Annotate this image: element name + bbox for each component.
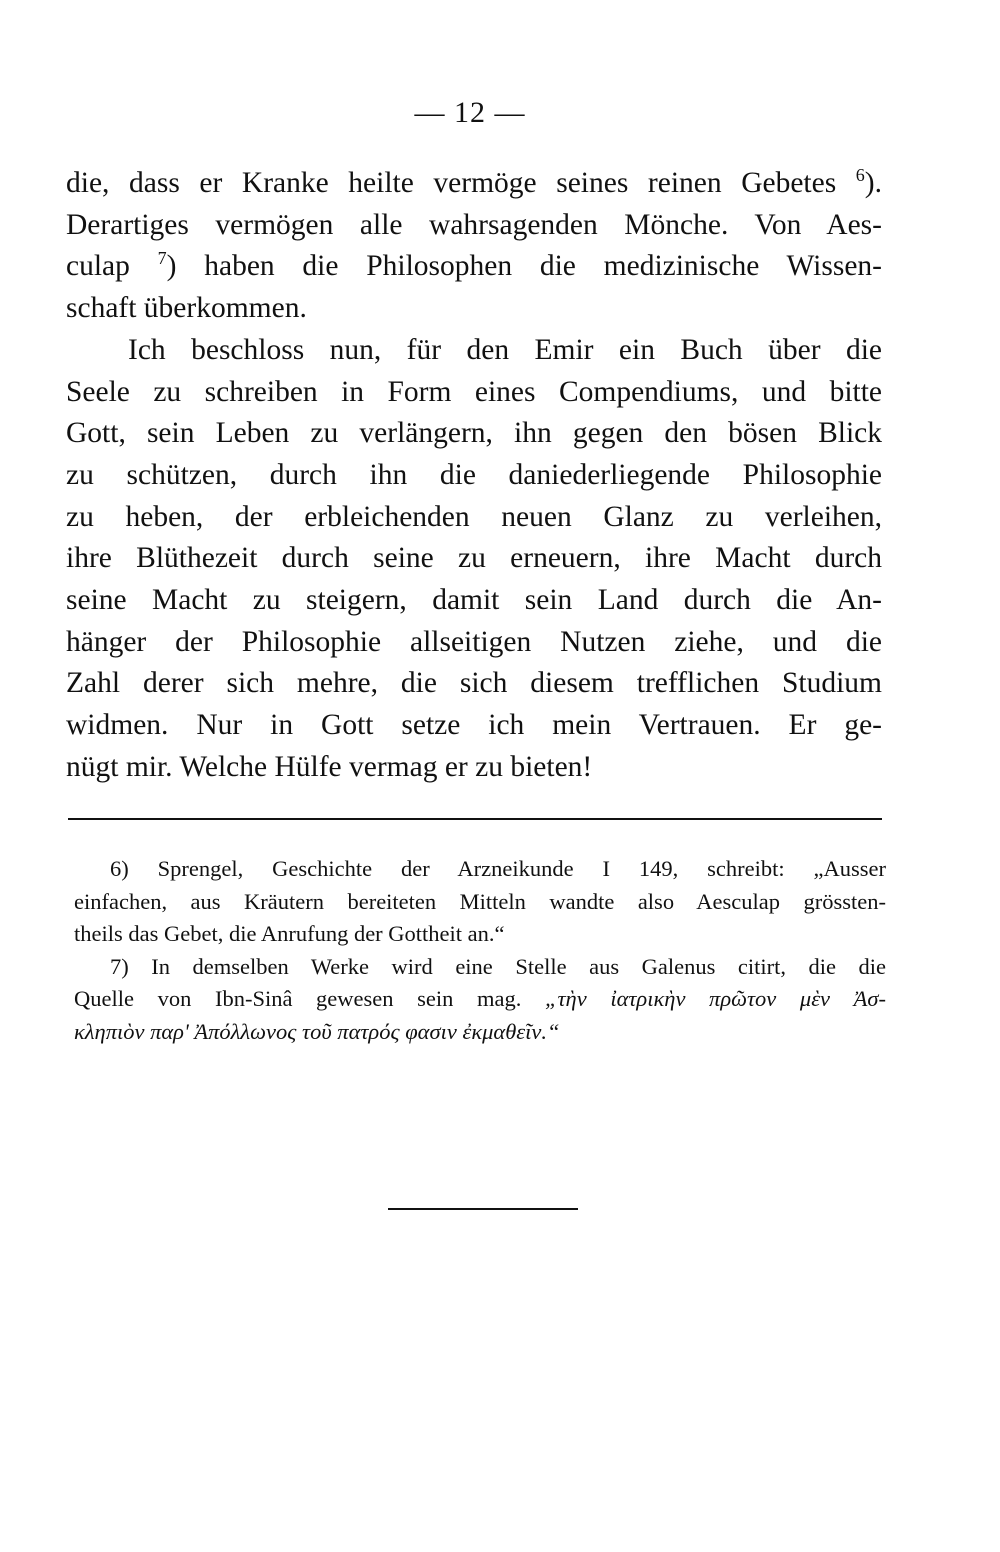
footnotes xyxy=(74,853,886,1048)
text-line: seine Macht zu steigern, damit sein Land durch die An- xyxy=(66,584,882,617)
footnote-7-line: 7) In demselben Werke wird eine Stelle aus Galenus citirt, die die xyxy=(110,953,886,979)
text-line: Gott, sein Leben zu verlängern, ihn gegen den bösen Blick xyxy=(66,417,882,450)
footnote-7-line: Quelle von Ibn-Sinâ gewesen sein mag. „τὴν ἰατρικὴν πρῶτον μὲν Ἀσ- xyxy=(74,986,886,1011)
text-line: schaft überkommen. xyxy=(66,292,307,325)
text-line: zu schützen, durch ihn die daniederliegende Philosophie xyxy=(66,458,882,491)
text-line: culap $^7$) haben die Philosophen die medizinische Wissen- xyxy=(66,248,882,283)
end-rule xyxy=(388,1208,578,1210)
footnote-6-line: 6) Sprengel, Geschichte der Arzneikunde I 149, schreibt: „Ausser xyxy=(110,856,886,881)
text-line: widmen. Nur in Gott setze ich mein Vertrauen. Er ge- xyxy=(66,709,882,742)
footnote-6-line: theils das Gebet, die Anrufung der Gottheit an.“ xyxy=(74,921,505,946)
footnote-separator-rule xyxy=(68,818,882,820)
paragraph-start-line: Ich beschloss nun, für den Emir ein Buch über die xyxy=(128,333,882,366)
text-line: hänger der Philosophie allseitigen Nutzen ziehe, und die xyxy=(66,625,882,658)
footnote-6-line: einfachen, aus Kräutern bereiteten Mitteln wandte also Aesculap grössten- xyxy=(74,888,886,914)
text-line: ihre Blüthezeit durch seine zu erneuern, ihre Macht durch xyxy=(66,542,882,575)
text-line: Seele zu schreiben in Form eines Compendiums, und bitte xyxy=(66,375,882,408)
page-number: — 12 — xyxy=(414,96,526,129)
greek-quote: „τὴν ἰατρικὴν πρῶτον μὲν Ἀσ- xyxy=(544,986,886,1011)
footnote-ref-6: 6 xyxy=(855,165,865,186)
main-text xyxy=(66,163,882,789)
text-line: Derartiges vermögen alle wahrsagenden Mönche. Von Aes- xyxy=(66,208,882,241)
text-line: zu heben, der erbleichenden neuen Glanz zu verleihen, xyxy=(66,500,882,533)
text-line: die, dass er Kranke heilte vermöge seines reinen Gebetes $^6$). xyxy=(66,165,882,199)
footnote-ref-7: 7 xyxy=(157,248,167,269)
footnote-7-greek-line: κληπιὸν παρ' Ἀπόλλωνος τοῦ πατρός φασιν ἐκμαθεῖν.“ xyxy=(74,1018,560,1044)
text-line: nügt mir. Welche Hülfe vermag er zu bieten! xyxy=(66,750,593,783)
text-line: Zahl derer sich mehre, die sich diesem trefflichen Studium xyxy=(66,667,882,700)
